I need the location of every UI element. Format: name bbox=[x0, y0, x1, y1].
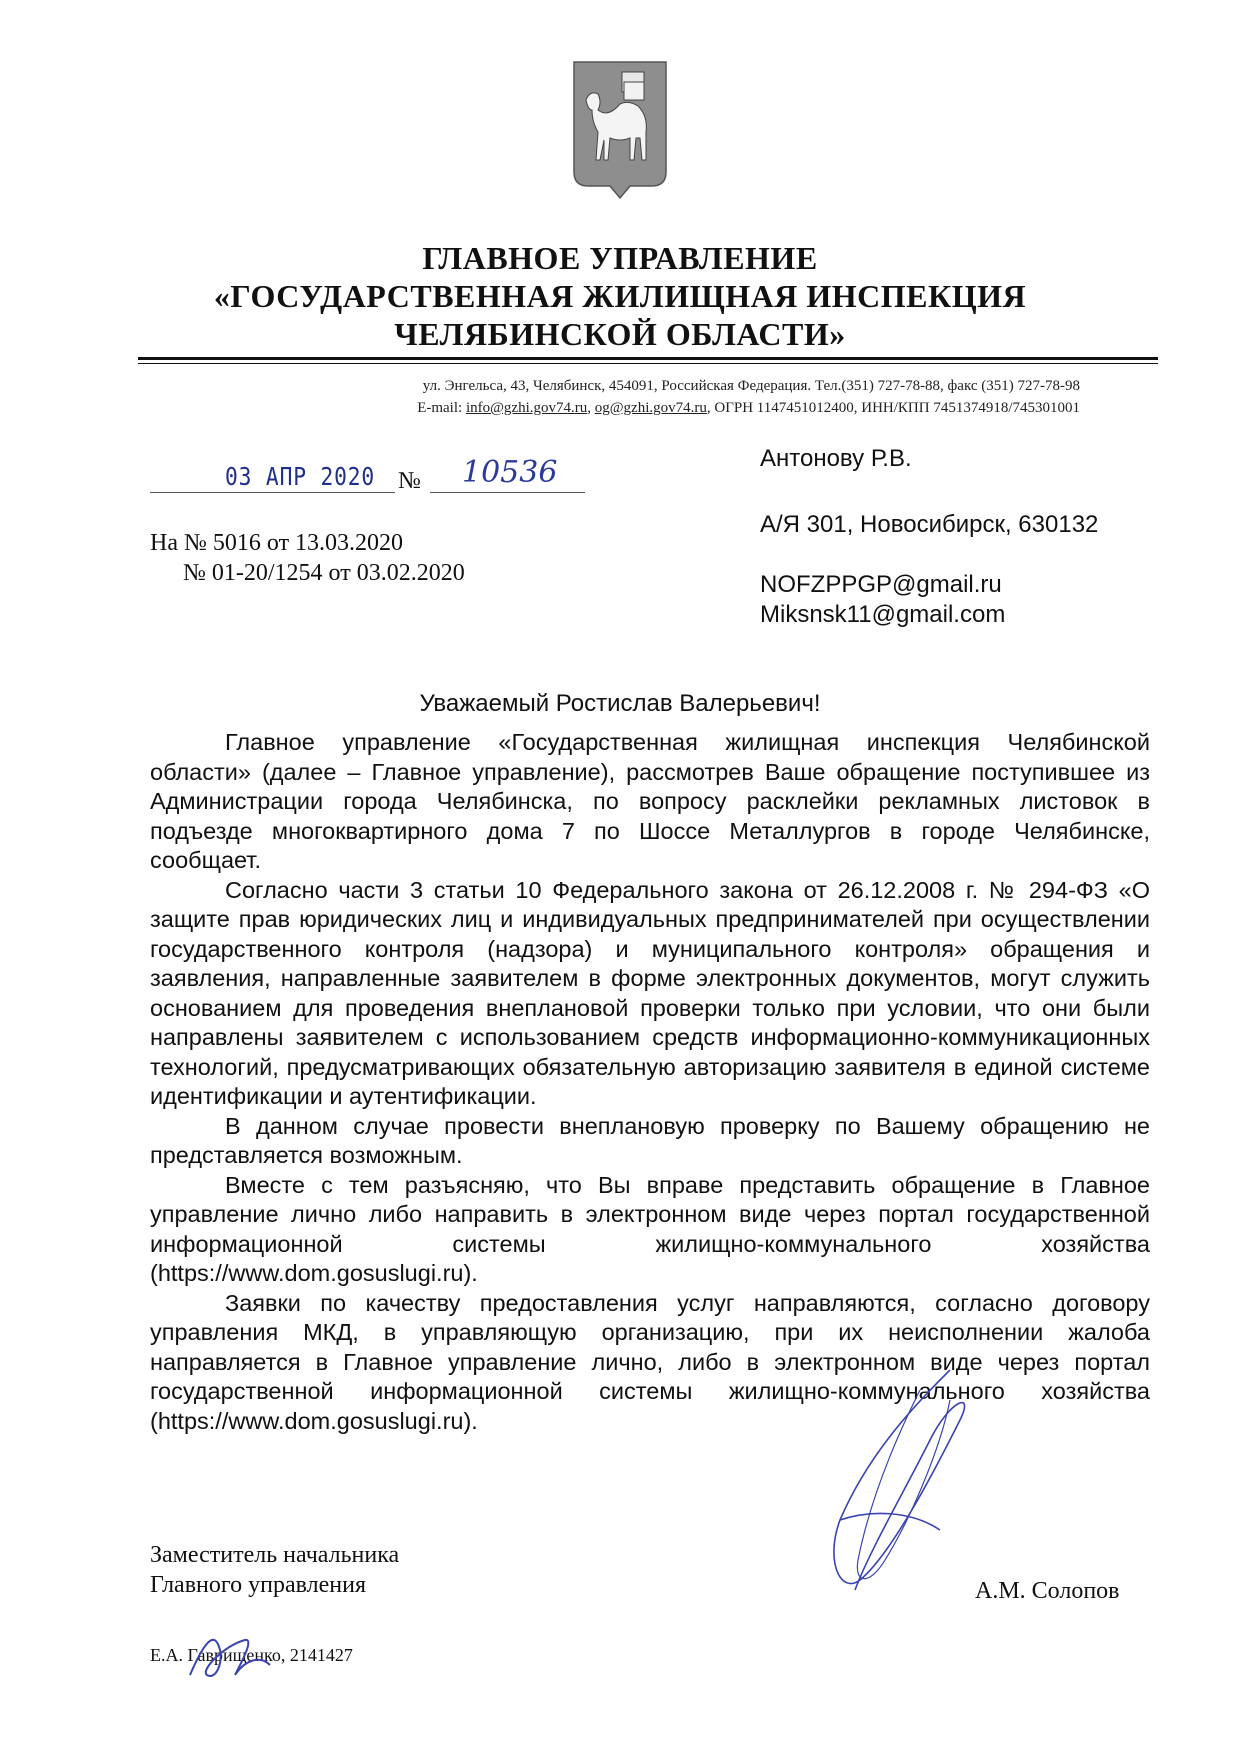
addressee-email2: Miksnsk11@gmail.com bbox=[760, 601, 1006, 628]
addressee-email1: NOFZPPGP@gmail.ru bbox=[760, 571, 1002, 598]
reference-line1: На № 5016 от 13.03.2020 bbox=[150, 530, 404, 556]
addressee-name: Антонову Р.В. bbox=[760, 445, 912, 472]
body-paragraph: Главное управление «Государственная жилищная инспекция Челябинской области» (далее – Главное управление), рассмотрев Ваше обращение поступившее из Администрации города Челябинска, по вопросу расклейки рекламных листовок в подъезде многоквартирного дома 7 по Шоссе Металлургов в городе Челябинске, сообщает. bbox=[150, 729, 1150, 873]
date-underline bbox=[150, 492, 395, 493]
body-paragraph: В данном случае провести внеплановую проверку по Вашему обращению не представляется возможным. bbox=[150, 1112, 1150, 1168]
body-paragraph: Вместе с тем разъясняю, что Вы вправе представить обращение в Главное управление лично либо направить в электронном виде через портал государственной информационной системы жилищно-коммунального хозяйства (https://www.dom.gosuslugi.ru). bbox=[150, 1171, 1150, 1286]
executor-info: Е.А. Гаврищенко, 2141427 bbox=[150, 1645, 353, 1665]
contact-email-line bbox=[220, 398, 1080, 418]
reference-line2: № 01-20/1254 от 03.02.2020 bbox=[183, 560, 465, 586]
handwritten-signature-icon bbox=[800, 1360, 990, 1620]
body-paragraph: Заявки по качеству предоставления услуг направляются, согласно договору управления МКД, в управляющую организацию, при их неисполнении жалоба направляется в Главное управление лично, либо в электронном виде через портал государственной информационной системы жилищно-коммунального хозяйства (https://www.dom.gosuslugi.ru). bbox=[150, 1289, 1150, 1434]
body-paragraph: Согласно части 3 статьи 10 Федерального закона от 26.12.2008 г. № 294-ФЗ «О защите прав юридических лиц и индивидуальных предпринимателей при осуществлении государственного контроля (надзора) и муниципального контроля» обращения и заявления, направленные заявителем в форме электронных документов, могут служить основанием для проведения внеплановой проверки только при условии, что они были направлены заявителем с использованием средств информационно-коммуникационных технологий, предусматривающих обязательную авторизацию заявителя в единой системе идентификации и аутентификации. bbox=[150, 876, 1150, 1109]
email-link-og[interactable]: og@gzhi.gov74.ru bbox=[594, 400, 707, 416]
executor-initials-icon bbox=[185, 1620, 275, 1690]
date-stamp: 03 АПР 2020 bbox=[225, 462, 376, 491]
number-sign: № bbox=[398, 468, 421, 494]
camel-emblem-icon bbox=[572, 60, 668, 200]
header-title-line3: ЧЕЛЯБИНСКОЙ ОБЛАСТИ» bbox=[394, 316, 846, 352]
header-divider-thin bbox=[138, 363, 1158, 364]
signer-position-line2: Главного управления bbox=[150, 1572, 366, 1598]
header-title-line2: «ГОСУДАРСТВЕННАЯ ЖИЛИЩНАЯ ИНСПЕКЦИЯ bbox=[213, 278, 1027, 314]
email-label: E-mail: bbox=[417, 400, 466, 416]
signer-name: А.М. Солопов bbox=[975, 1578, 1120, 1604]
email-separator: , bbox=[587, 400, 595, 416]
header-divider-thick bbox=[138, 357, 1158, 360]
contact-address: ул. Энгельса, 43, Челябинск, 454091, Российская Федерация. Тел.(351) 727-78-88, факс (351) 727-78-98 bbox=[422, 378, 1080, 394]
header-title-line1: ГЛАВНОЕ УПРАВЛЕНИЕ bbox=[422, 240, 818, 276]
number-underline bbox=[430, 492, 585, 493]
greeting: Уважаемый Ростислав Валерьевич! bbox=[419, 690, 821, 717]
letter-body bbox=[150, 728, 1150, 1436]
addressee-address: А/Я 301, Новосибирск, 630132 bbox=[760, 511, 1099, 538]
email-link-info[interactable]: info@gzhi.gov74.ru bbox=[465, 400, 588, 416]
signer-position-line1: Заместитель начальника bbox=[150, 1542, 400, 1568]
ogrn-inn: , ОГРН 1147451012400, ИНН/КПП 7451374918/745301001 bbox=[706, 400, 1080, 416]
registration-number: 10536 bbox=[462, 455, 558, 490]
